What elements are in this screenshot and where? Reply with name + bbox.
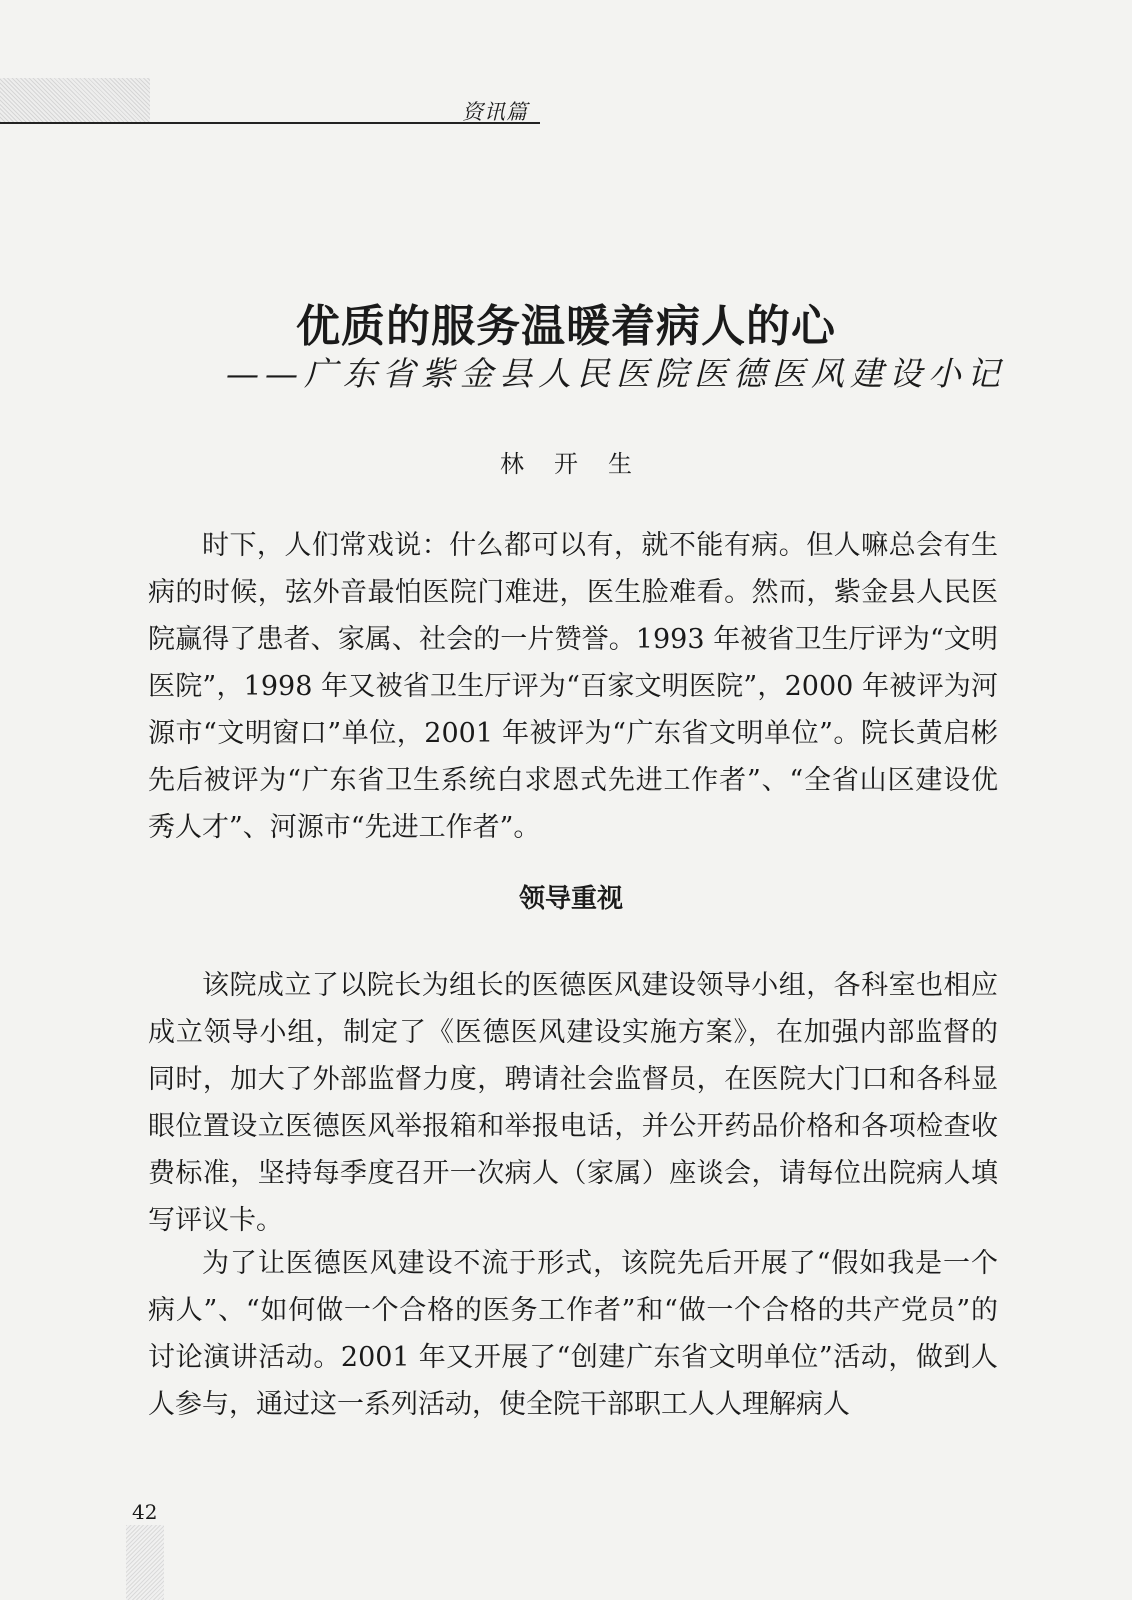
section-heading: 领导重视 bbox=[518, 884, 623, 914]
paragraph-intro: 时下，人们常戏说：什么都可以有，就不能有病。但人嘛总会有生病的时候，弦外音最怕医院门难进，医生脸难看。然而，紫金县人民医院赢得了患者、家属、社会的一片赞誉。1993 年被省卫生厅评为“文明医院”，1998 年又被省卫生厅评为“百家文明医院”，2000 年被评为河源市“文明窗口”单位，2001 年被评为“广东省文明单位”。院长黄启彬先后被评为“广东省卫生系统白求恩式先进工作者”、“全省山区建设优秀人才”、河源市“先进工作者”。 bbox=[148, 530, 998, 843]
article-subtitle: ——广东省紫金县人民医院医德医风建设小记 bbox=[226, 354, 1006, 393]
paragraph-leadership: 该院成立了以院长为组长的医德医风建设领导小组，各科室也相应成立领导小组，制定了《医德医风建设实施方案》，在加强内部监督的同时，加大了外部监督力度，聘请社会监督员，在医院大门口和各科显眼位置设立医德医风举报箱和举报电话，并公开药品价格和各项检查收费标准，坚持每季度召开一次病人（家属）座谈会，请每位出院病人填写评议卡。 bbox=[148, 970, 998, 1236]
article-author: 林开生 bbox=[500, 450, 662, 478]
footer-texture bbox=[126, 1525, 164, 1600]
header-rule bbox=[0, 122, 540, 124]
page-number: 42 bbox=[132, 1500, 158, 1524]
paragraph-activities: 为了让医德医风建设不流于形式，该院先后开展了“假如我是一个病人”、“如何做一个合格的医务工作者”和“做一个合格的共产党员”的讨论演讲活动。2001 年又开展了“创建广东省文明单位”活动，做到人人参与，通过这一系列活动，使全院干部职工人人理解病人 bbox=[148, 1248, 998, 1420]
article-title: 优质的服务温暖着病人的心 bbox=[296, 301, 836, 352]
header-texture bbox=[0, 78, 150, 122]
running-header-section: 资讯篇 bbox=[462, 100, 528, 124]
